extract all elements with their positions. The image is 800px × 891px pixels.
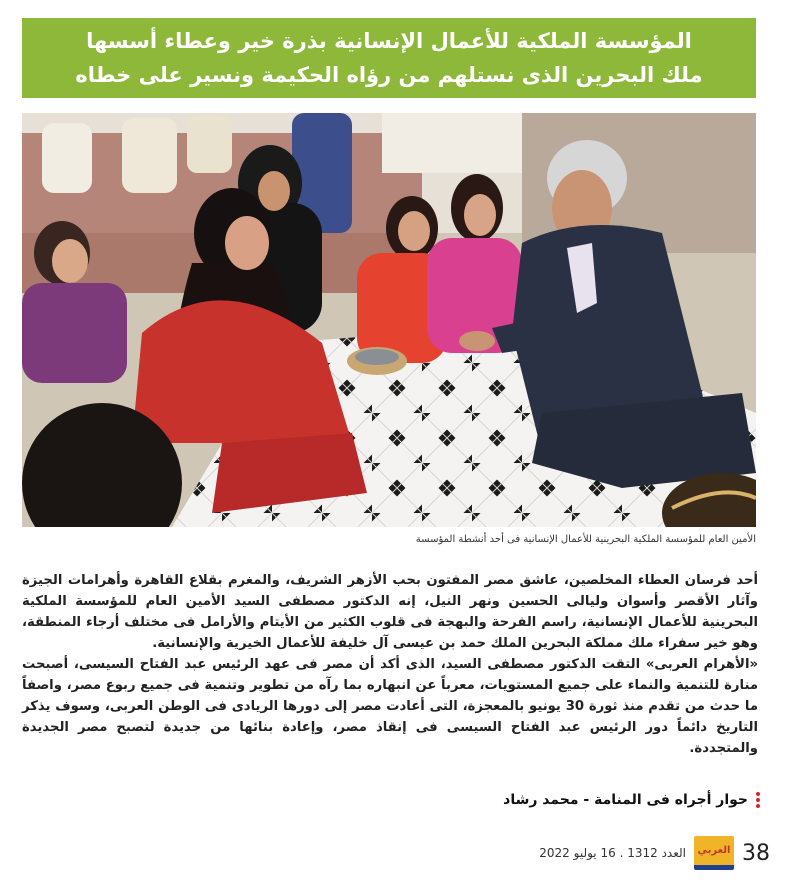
headline-line-1: المؤسسة الملكية للأعمال الإنسانية بذرة خير وعطاء أسسها xyxy=(86,29,692,53)
byline-text: حوار أجراه فى المنامة - محمد رشاد xyxy=(503,792,748,808)
photo-caption: الأمين العام للمؤسسة الملكية البحرينية للأعمال الإنسانية فى أحد أنشطة المؤسسة xyxy=(415,534,756,545)
byline xyxy=(503,792,760,808)
body-paragraph-1: أحد فرسان العطاء المخلصين، عاشق مصر المفتون بحب الأزهر الشريف، والمغرم بقلاع القاهرة وأهرامات الجيزة وآثار الأقصر وأسوان وليالى الحسين ونهر النيل، إنه الدكتور مصطفى السيد الأمين العام للمؤسسة الملكية البحرينية للأعمال الإنسانية، راسم الفرحة والبهجة فى قلوب الكثير من الأيتام والأرامل فى مختلف أرجاء المنطقة، وهو خير سفراء ملك مملكة البحرين الملك حمد بن عيسى آل خليفة للأعمال الخيرية والإنسانية. xyxy=(22,573,758,651)
article-photo xyxy=(22,113,756,527)
page-number: 38 xyxy=(742,840,770,866)
page-footer xyxy=(539,836,770,870)
headline-line-2: ملك البحرين الذى نستلهم من رؤاه الحكيمة ونسير على خطاه xyxy=(75,63,703,87)
bullet-dots-icon xyxy=(756,792,760,808)
headline-banner xyxy=(22,18,756,98)
magazine-logo xyxy=(694,836,734,870)
logo-text: العربي xyxy=(697,845,731,856)
article-body xyxy=(22,570,758,759)
issue-info: العدد 1312 . 16 يوليو 2022 xyxy=(539,846,686,860)
body-paragraph-2: «الأهرام العربى» التقت الدكتور مصطفى السيد، الذى أكد أن مصر فى عهد الرئيس عبد الفتاح السيسى، أصبحت منارة للتنمية والنماء على جميع المستويات، معرباً عن انبهاره بما رآه من تطوير وتنمية فى جميع ربوع مصر، واصفاً ما حدث من تقدم منذ ثورة 30 يونيو بالمعجزة، التى أعادت مصر إلى دورها الريادى فى الوطن العربى، وسوف يذكر التاريخ دائماً دور الرئيس عبد الفتاح السيسى فى إنقاذ مصر، وإعادة بنائها من جديدة لتصبح مصر الجديدة والمتجددة. xyxy=(22,657,759,756)
